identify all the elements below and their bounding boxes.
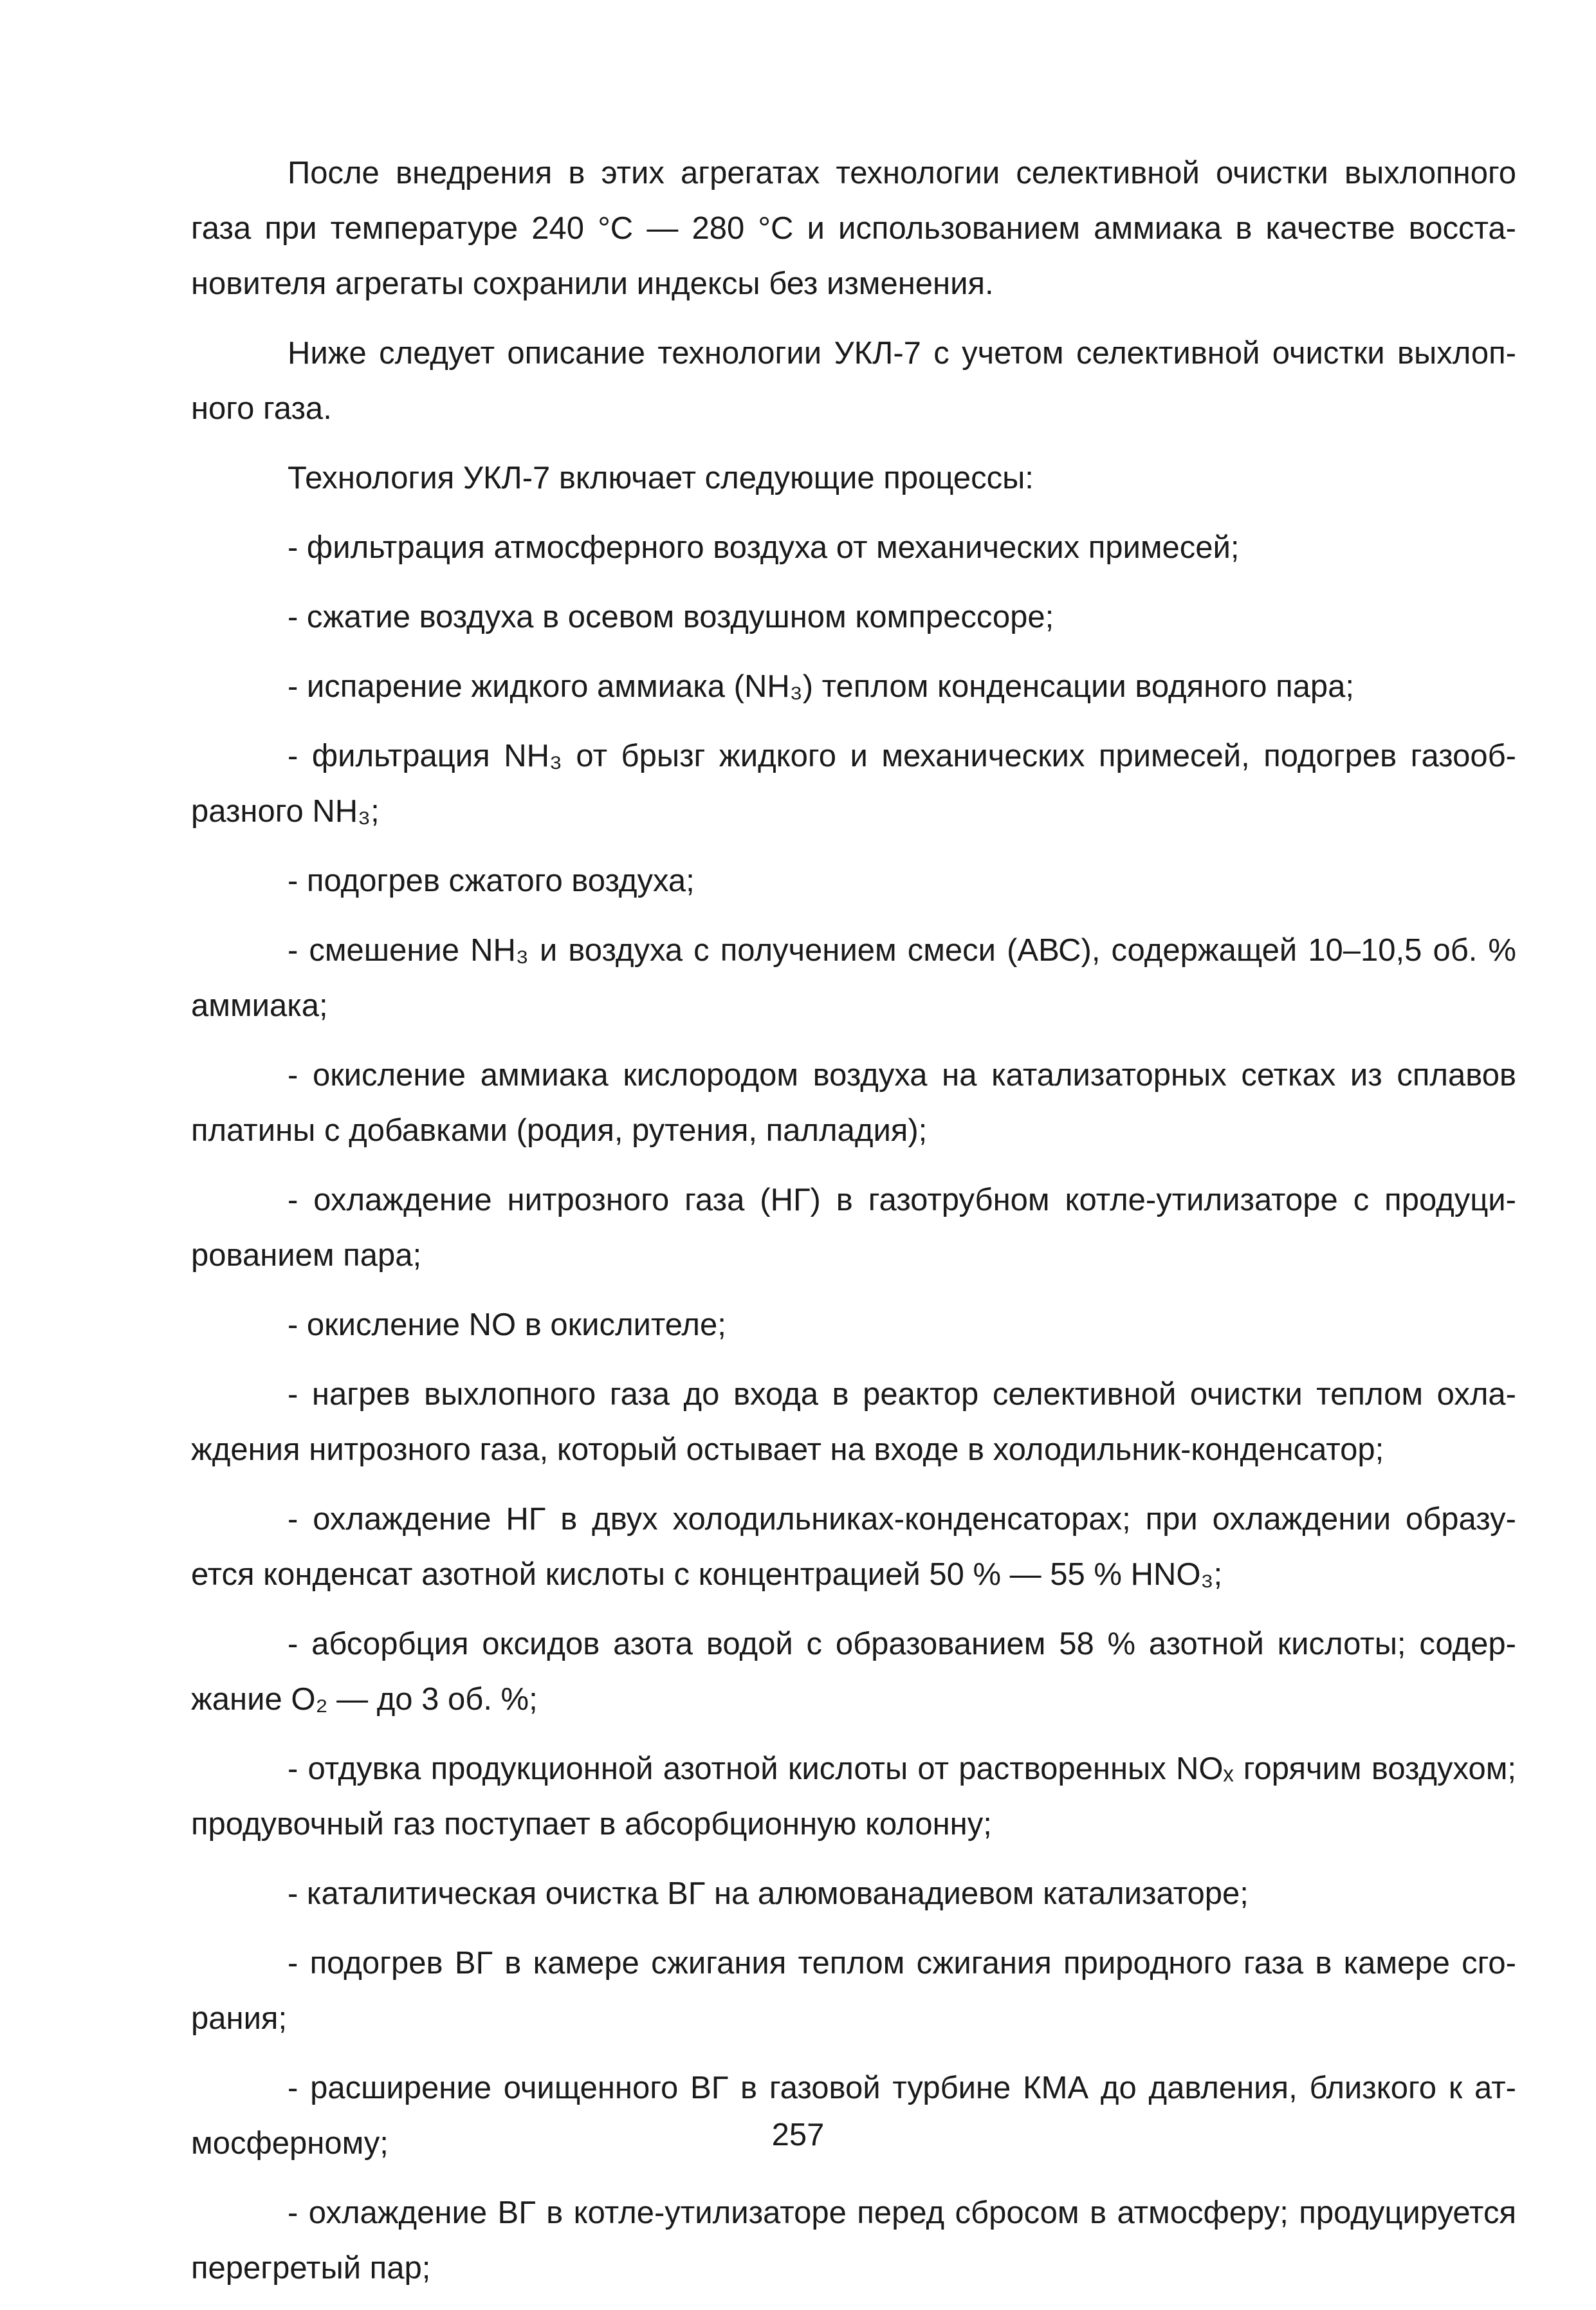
list-item: - нагрев выхлопного газа до входа в реактор селективной очистки теплом охлаждения нитрозного газа, который остывает на входе в холодильник-конденсатор; [191, 1377, 1516, 1467]
page-number: 257 [771, 2118, 825, 2152]
paragraph-description: Ниже следует описание технологии УКЛ-7 с учетом селективной очистки выхлопного газа. [191, 336, 1516, 426]
list-item: - фильтрация атмосферного воздуха от механических примесей; [288, 530, 1240, 565]
list-item: - сжатие воздуха в осевом воздушном компрессоре; [288, 600, 1054, 634]
list-item: - смешение NH₃ и воздуха с получением смеси (АВС), содержащей 10–10,5 об. % аммиака; [191, 933, 1516, 1023]
body-text [191, 145, 1516, 2310]
paragraph-process-heading: Технология УКЛ-7 включает следующие процессы: [288, 461, 1034, 495]
list-item: - расширение очищенного ВГ в газовой турбине КМА до давления, близкого к атмосферному; [191, 2071, 1516, 2161]
list-item: - охлаждение НГ в двух холодильниках-конденсаторах; при охлаждении образуется конденсат азотной кислоты с концентрацией 50 % — 55 % HNO₃; [191, 1502, 1516, 1592]
list-item: - подогрев ВГ в камере сжигания теплом сжигания природного газа в камере сгорания; [191, 1946, 1516, 2036]
list-item: - фильтрация NH₃ от брызг жидкого и механических примесей, подогрев газообразного NH₃; [191, 739, 1516, 829]
list-item: - абсорбция оксидов азота водой с образованием 58 % азотной кислоты; содержание O₂ — до 3 об. %; [191, 1627, 1516, 1717]
list-item: - испарение жидкого аммиака (NH₃) теплом конденсации водяного пара; [288, 669, 1355, 704]
list-item: - окисление аммиака кислородом воздуха на катализаторных сетках из сплавов платины с добавками (родия, рутения, палладия); [191, 1058, 1516, 1148]
list-item: - охлаждение нитрозного газа (НГ) в газотрубном котле-утилизаторе с продуцированием пара; [191, 1183, 1516, 1273]
list-item: - охлаждение ВГ в котле-утилизаторе перед сбросом в атмосферу; продуцируется перегретый пар; [191, 2195, 1516, 2286]
paragraph-intro: После внедрения в этих агрегатах технологии селективной очистки выхлопного газа при температуре 240 °С — 280 °С и использованием аммиака в качестве восстановителя агрегаты сохранили индексы без изменения. [191, 156, 1516, 301]
list-item: - отдувка продукционной азотной кислоты от растворенных NOₓ горячим воздухом; продувочный газ поступает в абсорбционную колонну; [191, 1751, 1516, 1842]
list-item: - каталитическая очистка ВГ на алюмованадиевом катализаторе; [288, 1876, 1249, 1911]
list-item: - подогрев сжатого воздуха; [288, 864, 695, 898]
list-item: - окисление NO в окислителе; [288, 1307, 726, 1342]
